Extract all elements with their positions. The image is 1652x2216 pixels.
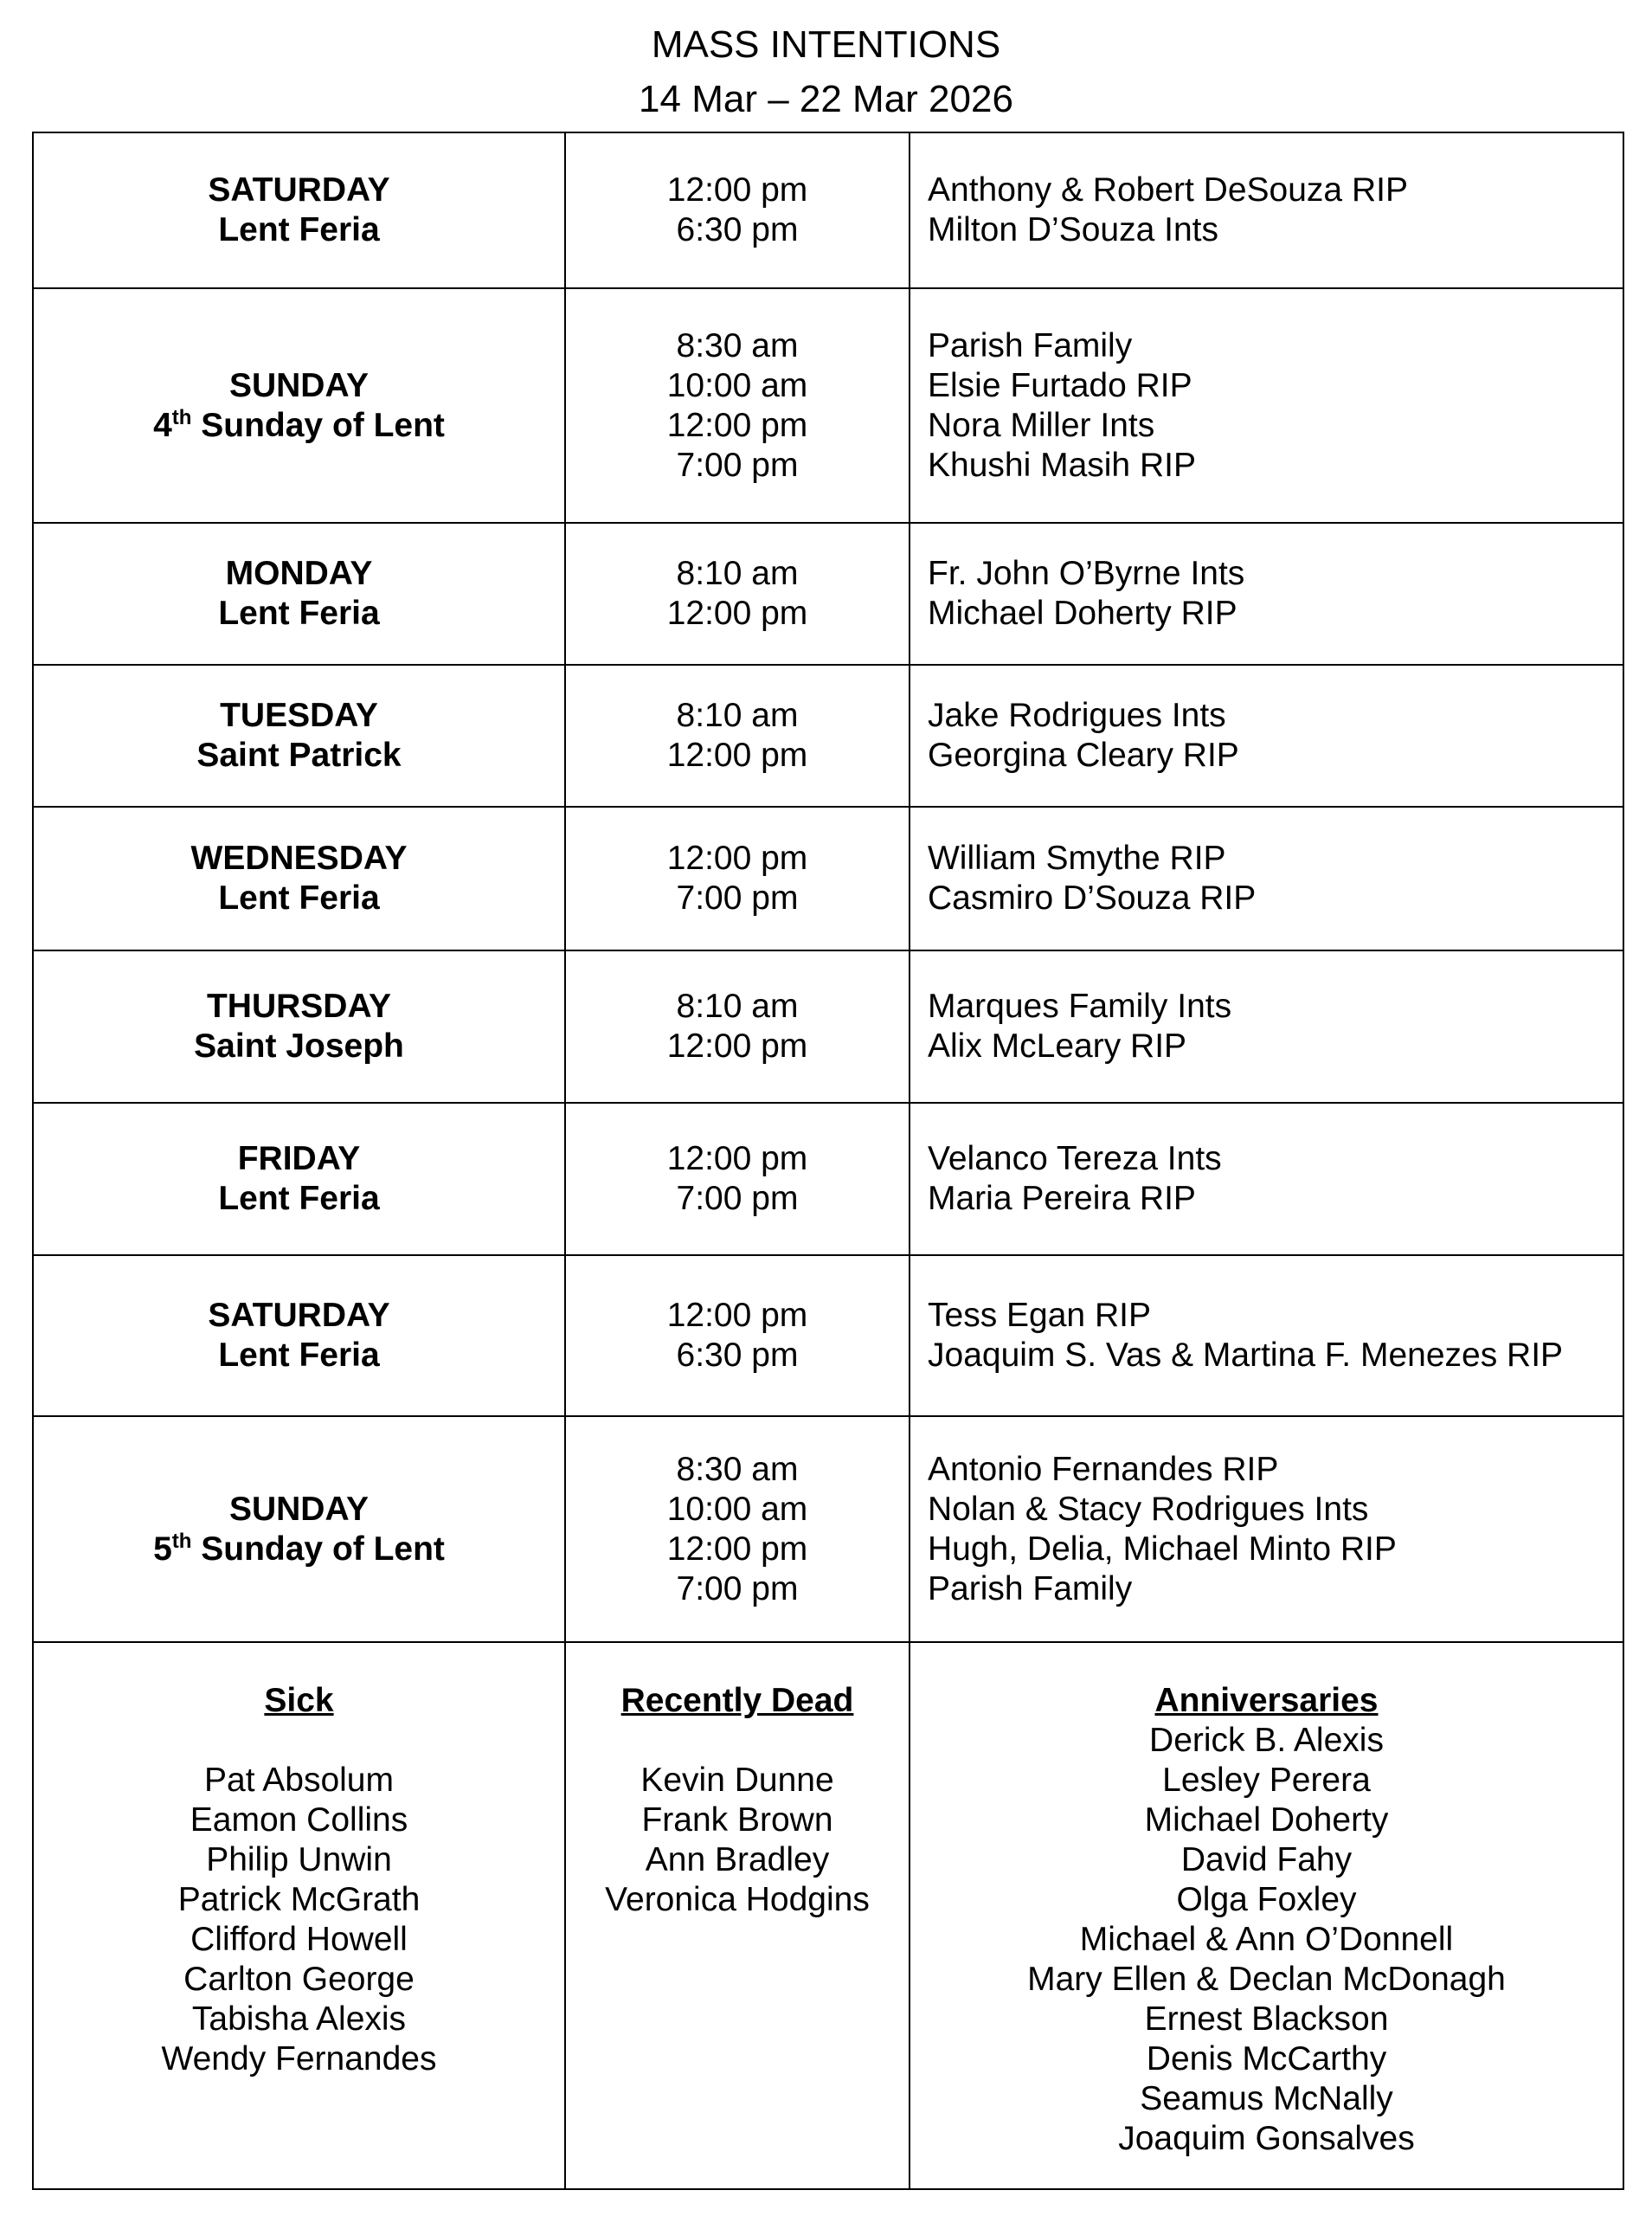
list-item: Eamon Collins xyxy=(190,1801,408,1839)
feast-name: Saint Patrick xyxy=(196,737,402,774)
feast-name: Saint Joseph xyxy=(194,1027,404,1065)
spacer xyxy=(566,1721,909,1761)
mass-time: 7:00 pm xyxy=(676,1180,799,1217)
feast-name: Lent Feria xyxy=(218,879,380,917)
mass-time: 12:00 pm xyxy=(666,1027,808,1065)
mass-intention: Casmiro D’Souza RIP xyxy=(928,879,1257,917)
mass-time: 7:00 pm xyxy=(676,879,799,917)
feast-name: Lent Feria xyxy=(218,595,380,632)
schedule-row xyxy=(33,1103,1623,1255)
day-name: TUESDAY xyxy=(220,697,378,734)
day-cell xyxy=(33,950,565,1103)
schedule-row xyxy=(33,1416,1623,1642)
feast-name: Lent Feria xyxy=(218,211,380,248)
mass-intention: Tess Egan RIP xyxy=(928,1297,1151,1334)
list-item: Clifford Howell xyxy=(190,1921,408,1958)
mass-time: 12:00 pm xyxy=(666,737,808,774)
intention-cell xyxy=(910,132,1623,288)
feast-name: Lent Feria xyxy=(218,1180,380,1217)
sick-list-heading: Sick xyxy=(264,1682,334,1719)
day-cell xyxy=(33,523,565,665)
mass-time: 12:00 pm xyxy=(666,840,808,877)
mass-intention: Parish Family xyxy=(928,1569,1133,1607)
list-item: Joaquim Gonsalves xyxy=(1118,2120,1415,2157)
mass-intention: Joaquim S. Vas & Martina F. Menezes RIP xyxy=(928,1337,1564,1374)
feast-ordinal-suffix: th xyxy=(171,1529,192,1553)
mass-time: 12:00 pm xyxy=(666,171,808,209)
time-cell xyxy=(565,132,910,288)
anniversaries-list xyxy=(910,1642,1623,2189)
time-cell xyxy=(565,950,910,1103)
mass-intention: Hugh, Delia, Michael Minto RIP xyxy=(928,1530,1397,1568)
mass-time: 8:10 am xyxy=(676,988,799,1025)
mass-time: 12:00 pm xyxy=(666,1297,808,1334)
mass-intention: Anthony & Robert DeSouza RIP xyxy=(928,171,1408,209)
date-range: 14 Mar – 22 Mar 2026 xyxy=(639,78,1013,120)
list-item: Michael & Ann O’Donnell xyxy=(1079,1921,1454,1958)
list-item: Mary Ellen & Declan McDonagh xyxy=(1027,1961,1506,1998)
time-cell xyxy=(565,665,910,807)
list-item: Michael Doherty xyxy=(1144,1801,1389,1839)
list-item: Pat Absolum xyxy=(204,1762,394,1799)
day-cell xyxy=(33,288,565,523)
intention-cell xyxy=(910,288,1623,523)
mass-intention: Michael Doherty RIP xyxy=(928,595,1237,632)
day-name: SUNDAY xyxy=(228,366,370,404)
feast-name: Lent Feria xyxy=(218,1337,380,1374)
list-item: Veronica Hodgins xyxy=(605,1881,870,1918)
mass-time: 8:30 am xyxy=(676,1450,799,1488)
spacer xyxy=(34,1721,564,1761)
schedule-row xyxy=(33,1255,1623,1416)
intention-cell xyxy=(910,1255,1623,1416)
time-cell xyxy=(565,1255,910,1416)
day-cell xyxy=(33,1255,565,1416)
intention-cell xyxy=(910,1103,1623,1255)
list-item: Ann Bradley xyxy=(645,1841,830,1878)
day-name: THURSDAY xyxy=(206,988,392,1025)
mass-time: 7:00 pm xyxy=(676,446,799,484)
list-item: David Fahy xyxy=(1180,1841,1353,1878)
mass-intention: Jake Rodrigues Ints xyxy=(928,697,1226,734)
day-cell xyxy=(33,1103,565,1255)
time-cell xyxy=(565,807,910,950)
mass-intention: Marques Family Ints xyxy=(928,988,1232,1025)
recently-dead-list xyxy=(565,1642,910,2189)
mass-intention: Khushi Masih RIP xyxy=(928,446,1196,484)
sick-list xyxy=(33,1642,565,2189)
mass-time: 10:00 am xyxy=(666,1490,808,1528)
list-item: Tabisha Alexis xyxy=(191,2000,407,2038)
day-cell xyxy=(33,807,565,950)
intention-cell xyxy=(910,950,1623,1103)
intention-cell xyxy=(910,665,1623,807)
mass-time: 6:30 pm xyxy=(676,211,799,248)
mass-intention: Nora Miller Ints xyxy=(928,406,1155,444)
time-cell xyxy=(565,523,910,665)
mass-time: 12:00 pm xyxy=(666,595,808,632)
day-name: SATURDAY xyxy=(208,1297,390,1334)
feast-name xyxy=(34,1530,564,1569)
mass-intention: Parish Family xyxy=(928,326,1133,364)
day-name: WEDNESDAY xyxy=(190,840,408,877)
list-item: Seamus McNally xyxy=(1140,2080,1393,2117)
day-name: MONDAY xyxy=(225,555,373,592)
time-cell xyxy=(565,288,910,523)
schedule-row xyxy=(33,523,1623,665)
list-item: Denis McCarthy xyxy=(1146,2040,1387,2078)
schedule-row xyxy=(33,807,1623,950)
page-title: MASS INTENTIONS xyxy=(651,23,1001,66)
day-cell xyxy=(33,1416,565,1642)
feast-ordinal-number: 5 xyxy=(153,1530,172,1568)
mass-intention: Milton D’Souza Ints xyxy=(928,211,1218,248)
list-item: Carlton George xyxy=(183,1961,415,1998)
mass-time: 10:00 am xyxy=(666,366,808,404)
day-cell xyxy=(33,132,565,288)
list-item: Derick B. Alexis xyxy=(1149,1722,1384,1759)
day-cell xyxy=(33,665,565,807)
list-item: Olga Foxley xyxy=(1176,1881,1357,1918)
list-item: Philip Unwin xyxy=(206,1841,392,1878)
mass-intention: Antonio Fernandes RIP xyxy=(928,1450,1279,1488)
intention-cell xyxy=(910,523,1623,665)
time-cell xyxy=(565,1416,910,1642)
intention-cell xyxy=(910,1416,1623,1642)
mass-time: 8:10 am xyxy=(676,697,799,734)
intention-cell xyxy=(910,807,1623,950)
mass-intention: Maria Pereira RIP xyxy=(928,1180,1196,1217)
mass-intention: William Smythe RIP xyxy=(928,840,1226,877)
day-name: SUNDAY xyxy=(228,1490,370,1528)
list-item: Lesley Perera xyxy=(1162,1762,1371,1799)
mass-intention: Elsie Furtado RIP xyxy=(928,366,1192,404)
list-item: Frank Brown xyxy=(641,1801,833,1839)
mass-intention: Fr. John O’Byrne Ints xyxy=(928,555,1245,592)
prayer-lists-row xyxy=(33,1642,1623,2189)
schedule-row xyxy=(33,132,1623,288)
mass-time: 6:30 pm xyxy=(676,1337,799,1374)
mass-time: 12:00 pm xyxy=(666,1530,808,1568)
feast-title: Sunday of Lent xyxy=(191,1530,445,1568)
feast-name xyxy=(34,406,564,446)
recently-dead-list-heading: Recently Dead xyxy=(620,1682,854,1719)
mass-intentions-table xyxy=(32,132,1624,2190)
list-item: Patrick McGrath xyxy=(177,1881,421,1918)
day-name: FRIDAY xyxy=(237,1140,361,1177)
mass-time: 8:10 am xyxy=(676,555,799,592)
schedule-row xyxy=(33,950,1623,1103)
list-item: Ernest Blackson xyxy=(1144,2000,1389,2038)
time-cell xyxy=(565,1103,910,1255)
list-item: Kevin Dunne xyxy=(640,1762,834,1799)
mass-intention: Georgina Cleary RIP xyxy=(928,737,1239,774)
schedule-row xyxy=(33,665,1623,807)
mass-time: 12:00 pm xyxy=(666,406,808,444)
feast-title: Sunday of Lent xyxy=(191,406,445,444)
feast-ordinal-suffix: th xyxy=(171,405,192,429)
mass-intention: Alix McLeary RIP xyxy=(928,1027,1187,1065)
feast-ordinal-number: 4 xyxy=(153,406,172,444)
anniversaries-list-heading: Anniversaries xyxy=(1154,1682,1379,1719)
mass-time: 12:00 pm xyxy=(666,1140,808,1177)
list-item: Wendy Fernandes xyxy=(161,2040,437,2078)
day-name: SATURDAY xyxy=(208,171,390,209)
mass-time: 8:30 am xyxy=(676,326,799,364)
mass-intention: Velanco Tereza Ints xyxy=(928,1140,1222,1177)
mass-time: 7:00 pm xyxy=(676,1569,799,1607)
schedule-row xyxy=(33,288,1623,523)
mass-intention: Nolan & Stacy Rodrigues Ints xyxy=(928,1490,1369,1528)
